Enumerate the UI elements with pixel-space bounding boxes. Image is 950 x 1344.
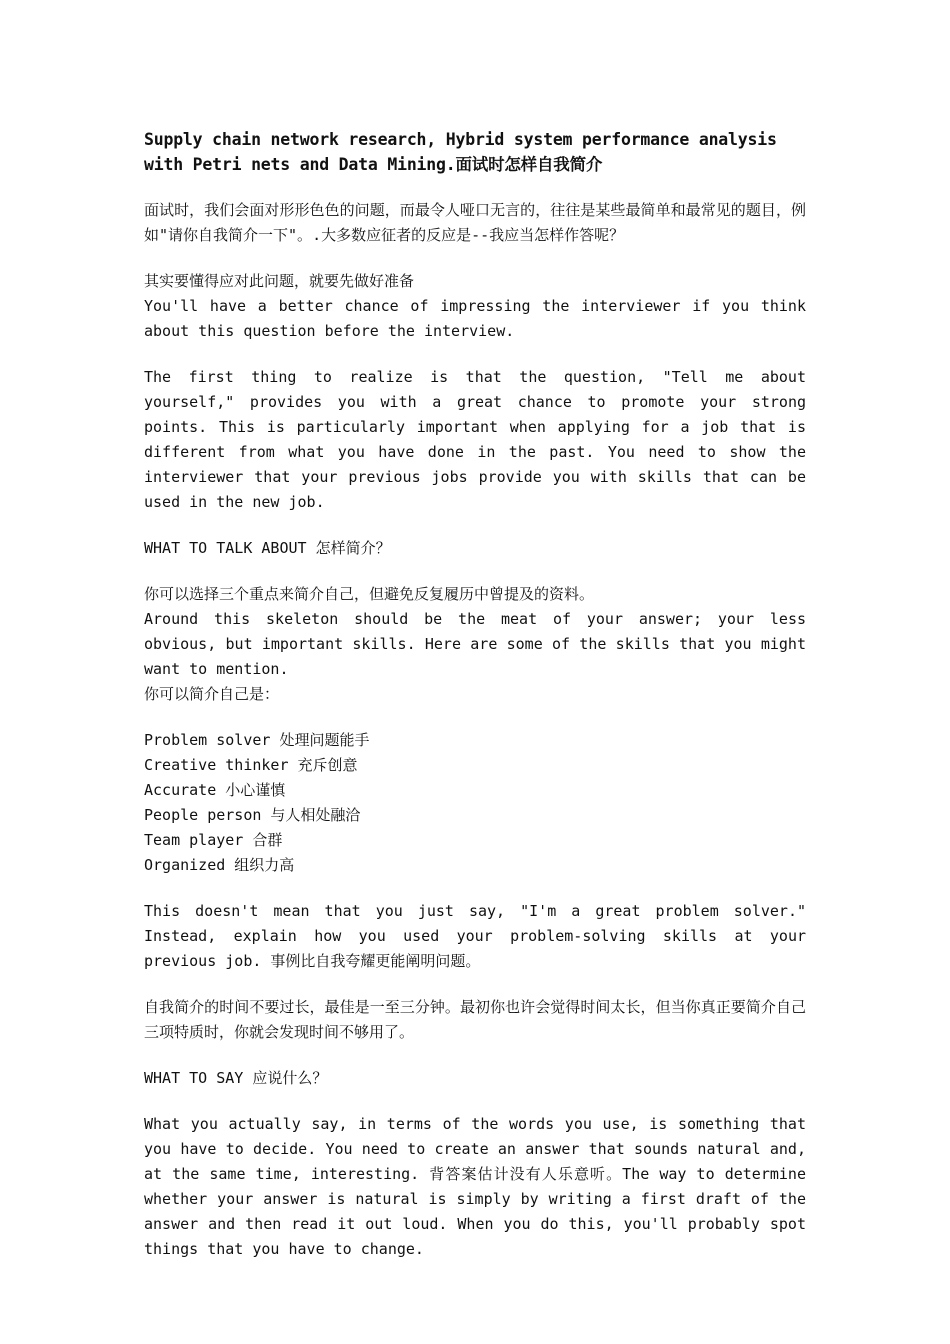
preparation-en: You'll have a better chance of impressing the interviewer if you think about this question before the interview. — [144, 297, 806, 340]
first-thing-paragraph: The first thing to realize is that the question, "Tell me about yourself," provides you with a great chance to promote your strong points. This is particularly important when applying for a job that is different from what you have done in the past. You need to show the interviewer that your previous jobs provide you with skills that can be used in the new job. — [144, 368, 806, 511]
explain-paragraph: This doesn't mean that you just say, "I'm a great problem solver." Instead, explain how you used your problem-solving skills at your previous job. 事例比自我夸耀更能阐明问题。 — [144, 902, 806, 970]
skeleton-paragraph — [144, 582, 806, 707]
list-item: Accurate 小心谨慎 — [144, 781, 286, 799]
list-item: Problem solver 处理问题能手 — [144, 731, 370, 749]
section-heading-what-to-talk: WHAT TO TALK ABOUT 怎样简介？ — [144, 539, 391, 557]
skeleton-cn: 你可以简介自己是： — [144, 685, 280, 703]
three-points-cn: 你可以选择三个重点来简介自己，但避免反复履历中曾提及的资料。 — [144, 585, 595, 603]
section-heading-what-to-say: WHAT TO SAY 应说什么？ — [144, 1069, 328, 1087]
preparation-cn: 其实要懂得应对此问题，就要先做好准备 — [144, 272, 415, 290]
list-item: Team player 合群 — [144, 831, 283, 849]
skeleton-en: Around this skeleton should be the meat of your answer; your less obvious, but important skills. Here are some of the skills that you might want to mention. — [144, 610, 806, 678]
document-page — [144, 127, 806, 1262]
what-to-say-paragraph: What you actually say, in terms of the words you use, is something that you have to decide. You need to create an answer that sounds natural and, at the same time, interesting. 背答案估计没有人乐意听。The way to determine whether your answer is natural is simply by writing a first draft of the answer and then read it out loud. When you do this, you'll probably spot things that you have to change. — [144, 1115, 806, 1258]
preparation-paragraph — [144, 269, 806, 344]
document-title: Supply chain network research, Hybrid system performance analysis with Petri nets and Data Mining.面试时怎样自我简介 — [144, 130, 777, 174]
time-paragraph: 自我简介的时间不要过长，最佳是一至三分钟。最初你也许会觉得时间太长，但当你真正要简介自己三项特质时，你就会发现时间不够用了。 — [144, 998, 806, 1041]
list-item: Organized 组织力高 — [144, 856, 295, 874]
skills-list — [144, 728, 806, 878]
list-item: Creative thinker 充斥创意 — [144, 756, 358, 774]
list-item: People person 与人相处融洽 — [144, 806, 361, 824]
intro-paragraph: 面试时，我们会面对形形色色的问题，而最令人哑口无言的，往往是某些最简单和最常见的题目，例如"请你自我简介一下"。.大多数应征者的反应是--我应当怎样作答呢？ — [144, 201, 806, 244]
